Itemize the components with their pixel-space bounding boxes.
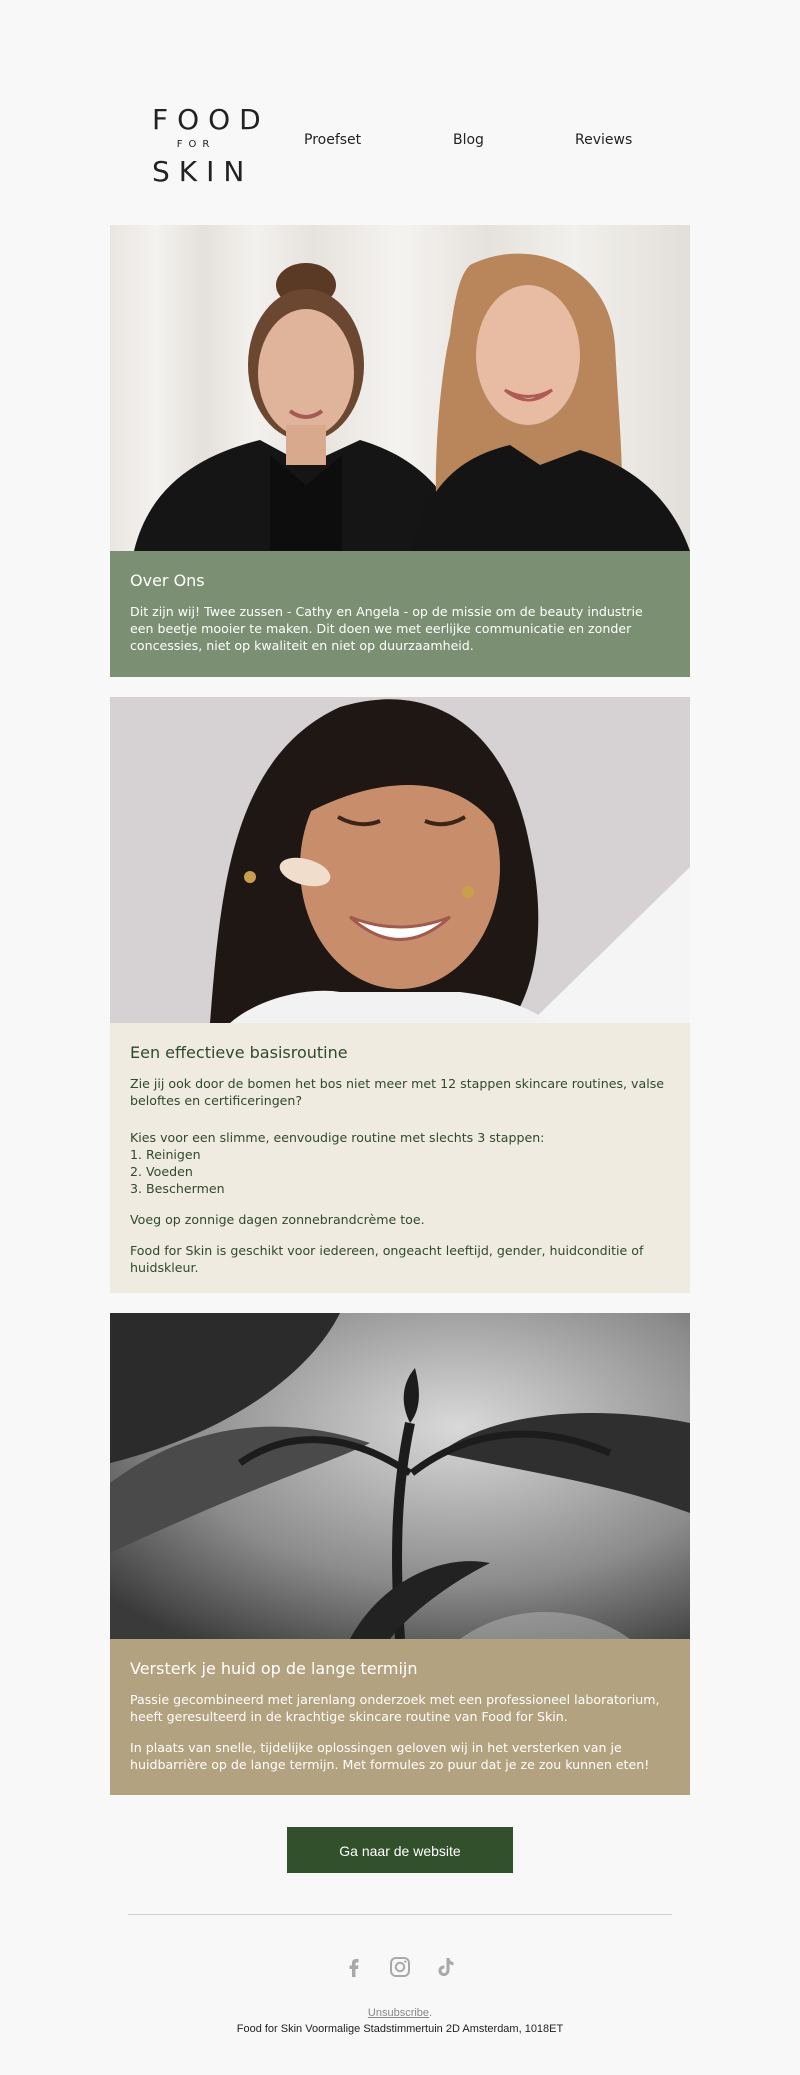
- tiktok-icon[interactable]: [434, 1955, 458, 1979]
- company-address: Food for Skin Voormalige Stadstimmertuin 2D Amsterdam, 1018ET: [236, 2023, 564, 2035]
- section-basisroutine: [110, 697, 690, 1293]
- routine-step: 1. Reinigen: [130, 1147, 201, 1162]
- section-paragraph: Food for Skin is geschikt voor iedereen, ongeacht leeftijd, gender, huidconditie of huidskleur.: [130, 1243, 644, 1275]
- photo-woman-smiling: [110, 697, 690, 1023]
- logo[interactable]: [143, 103, 270, 188]
- section-paragraph: Kies voor een slimme, eenvoudige routine met slechts 3 stappen:: [130, 1130, 545, 1145]
- section-lange-termijn: [110, 1313, 690, 1795]
- logo-line-skin: SKIN: [152, 155, 254, 188]
- logo-line-for: FOR: [176, 139, 216, 150]
- section-title: Over Ons: [130, 571, 205, 590]
- nav-link-proefset[interactable]: Proefset: [304, 132, 362, 148]
- instagram-icon[interactable]: [388, 1955, 412, 1979]
- section-paragraph: In plaats van snelle, tijdelijke oplossingen geloven wij in het versterken van je huidbarrière op de lange termijn. Met formules zo puur dat je ze zou kunnen eten!: [130, 1740, 650, 1772]
- section-paragraph: Passie gecombineerd met jarenlang onderzoek met een professioneel laboratorium, heeft geresulteerd in de krachtige skincare routine van Food for Skin.: [130, 1692, 660, 1724]
- website-button[interactable]: Ga naar de website: [287, 1827, 513, 1873]
- section-over-ons: [110, 225, 690, 677]
- nav-link-blog[interactable]: Blog: [453, 132, 484, 148]
- section-over-ons-panel: [110, 551, 690, 677]
- divider: [128, 1914, 672, 1915]
- routine-step: 2. Voeden: [130, 1164, 193, 1179]
- nav-link-reviews[interactable]: Reviews: [575, 132, 633, 148]
- photo-plant-bw: [110, 1313, 690, 1639]
- section-basisroutine-panel: [110, 1023, 690, 1293]
- section-lange-termijn-panel: [110, 1639, 690, 1795]
- photo-two-sisters: [110, 225, 690, 551]
- section-title: Een effectieve basisroutine: [130, 1043, 348, 1062]
- unsubscribe-line: [0, 2007, 800, 2019]
- routine-step: 3. Beschermen: [130, 1181, 225, 1196]
- unsubscribe-period: .: [429, 2007, 433, 2019]
- logo-line-food: FOOD: [152, 103, 270, 136]
- section-paragraph: Dit zijn wij! Twee zussen - Cathy en Angela - op de missie om de beauty industrie een beetje mooier te maken. Dit doen we met eerlijke communicatie en zonder concessies, niet op kwaliteit en niet op duurzaamheid.: [130, 604, 643, 653]
- section-paragraph: Voeg op zonnige dagen zonnebrandcrème toe.: [130, 1212, 425, 1227]
- unsubscribe-link[interactable]: Unsubscribe: [367, 2007, 430, 2019]
- section-title: Versterk je huid op de lange termijn: [130, 1659, 418, 1678]
- section-paragraph: Zie jij ook door de bomen het bos niet meer met 12 stappen skincare routines, valse beloftes en certificeringen?: [130, 1076, 665, 1108]
- facebook-icon[interactable]: [342, 1955, 366, 1979]
